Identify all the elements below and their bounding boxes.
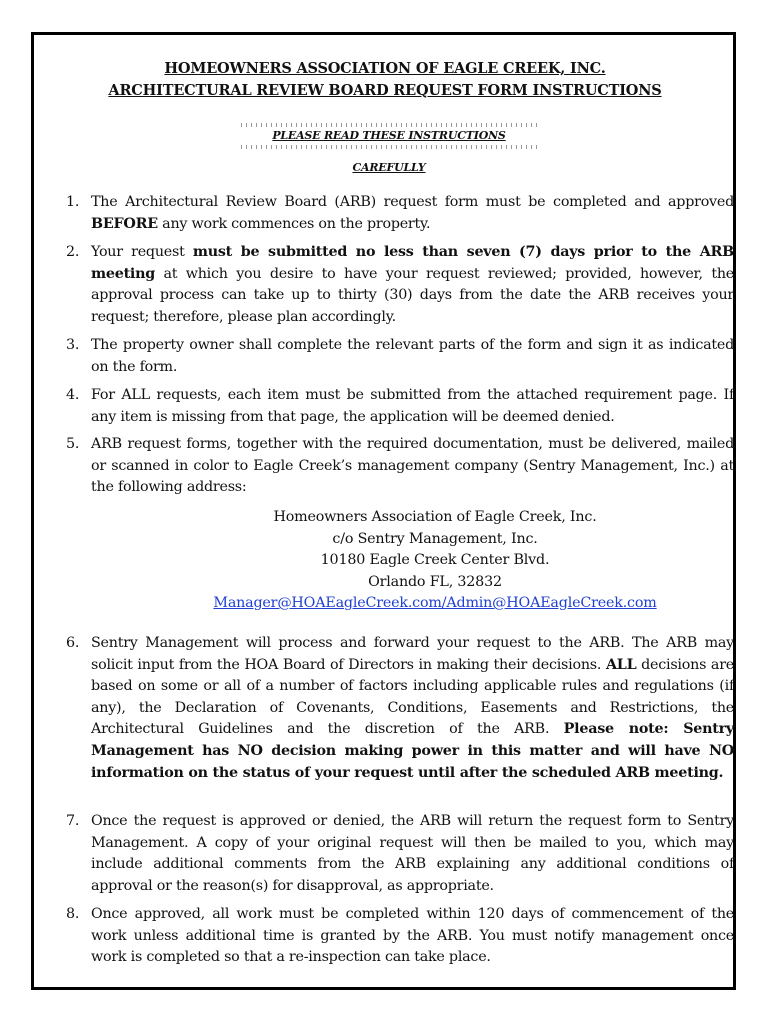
instruction-item-3: 3. The property owner shall complete the relevant parts of the form and sign it as indicated on the form. xyxy=(66,337,734,375)
instruction-item-6: 6. Sentry Management will process and forward your request to the ARB. The ARB may solicit input from the HOA Board of Directors in making their decisions. ALL decisions are based on some or all of a number of factors including applicable rules and regulations (if any), the Declaration of Covenants, Conditions, Easements and Restrictions, the Architectural Guidelines and the discretion of the ARB. Please note: Sentry Management has NO decision making power in this matter and will have NO information on the status of your request until after the scheduled ARB meeting. xyxy=(66,635,734,781)
instruction-item-7: 7. Once the request is approved or denied, the ARB will return the request form to Sentry Management. A copy of your original request will then be mailed to you, which may include additional comments from the ARB explaining any additional conditions of approval or the reason(s) for disapproval, as appropriate. xyxy=(66,813,734,894)
item-number: 2. xyxy=(66,244,80,260)
item-number: 6. xyxy=(66,635,80,651)
instruction-item-2: 2. Your request must be submitted no less than seven (7) days prior to the ARB meeting at which you desire to have your request reviewed; provided, however, the approval process can take up to thirty (30) days from the date the ARB receives your request; therefore, please plan accordingly. xyxy=(66,244,734,325)
email-link[interactable]: Manager@HOAEagleCreek.com/Admin@HOAEagleCreek.com xyxy=(213,595,657,611)
instruction-item-4: 4. For ALL requests, each item must be submitted from the attached requirement page. If any item is missing from that page, the application will be deemed denied. xyxy=(66,387,734,425)
item-number: 4. xyxy=(66,387,80,403)
document-title: HOMEOWNERS ASSOCIATION OF EAGLE CREEK, INC. xyxy=(164,60,606,77)
item-number: 3. xyxy=(66,337,80,353)
item-number: 1. xyxy=(66,194,80,210)
instruction-item-1: 1. The Architectural Review Board (ARB) request form must be completed and approved BEFORE any work commences on the property. xyxy=(66,194,734,232)
instruction-item-5: 5. ARB request forms, together with the required documentation, must be delivered, mailed or scanned in color to Eagle Creek’s management company (Sentry Management, Inc.) at the following address: xyxy=(66,436,734,496)
item-number: 7. xyxy=(66,813,80,829)
mailing-address: Homeowners Association of Eagle Creek, Inc. c/o Sentry Management, Inc. 10180 Eagle Creek Center Blvd. Orlando FL, 32832 Manager@HOAEagleCreek.com/Admin@HOAEagleCreek.com xyxy=(130,507,740,615)
item-number: 5. xyxy=(66,436,80,452)
notice-banner: PLEASE READ THESE INSTRUCTIONS CAREFULLY xyxy=(235,120,543,152)
instruction-item-8: 8. Once approved, all work must be completed within 120 days of commencement of the work unless additional time is granted by the ARB. You must notify management once work is completed so that a re-inspection can take place. xyxy=(66,906,734,966)
item-number: 8. xyxy=(66,906,80,922)
document-subtitle: ARCHITECTURAL REVIEW BOARD REQUEST FORM INSTRUCTIONS xyxy=(108,82,662,99)
